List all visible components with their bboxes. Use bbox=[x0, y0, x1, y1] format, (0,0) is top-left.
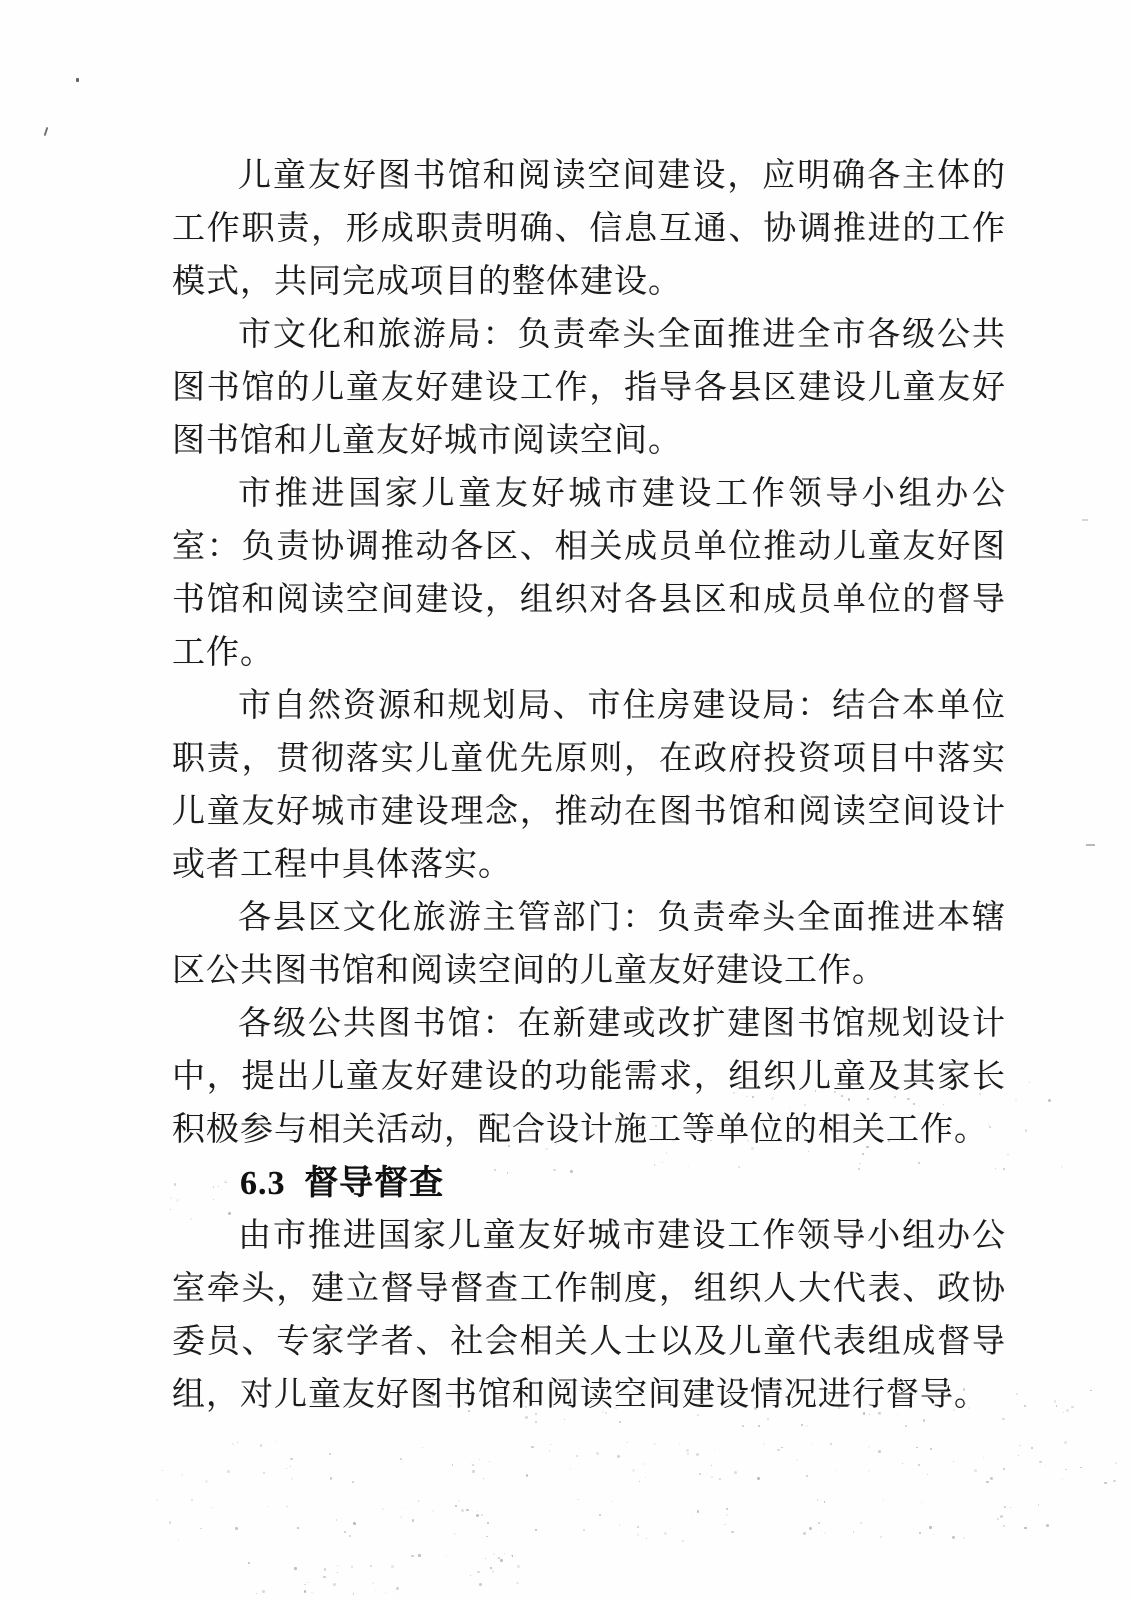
scan-speck bbox=[1082, 519, 1088, 521]
paragraph-county-departments: 各县区文化旅游主管部门：负责牵头全面推进本辖区公共图书馆和阅读空间的儿童友好建设工作。 bbox=[172, 900, 1006, 989]
scan-noise-region bbox=[155, 1440, 1115, 1484]
paragraph-supervision-inspection: 由市推进国家儿童友好城市建设工作领导小组办公室牵头，建立督导督查工作制度，组织人大代表、政协委员、专家学者、社会相关人士以及儿童代表组成督导组，对儿童友好图书馆和阅读空间建设情况进行督导。 bbox=[172, 1218, 1006, 1413]
paragraph-public-libraries: 各级公共图书馆：在新建或改扩建图书馆规划设计中，提出儿童友好建设的功能需求，组织儿童及其家长积极参与相关活动，配合设计施工等单位的相关工作。 bbox=[172, 1006, 1006, 1148]
section-heading-6-3 bbox=[172, 1157, 1006, 1210]
section-number: 6.3 bbox=[240, 1165, 286, 1202]
paragraph-culture-tourism-bureau: 市文化和旅游局：负责牵头全面推进全市各级公共图书馆的儿童友好建设工作，指导各县区建设儿童友好图书馆和儿童友好城市阅读空间。 bbox=[172, 317, 1006, 459]
paragraph-leading-group-office: 市推进国家儿童友好城市建设工作领导小组办公室：负责协调推动各区、相关成员单位推动儿童友好图书馆和阅读空间建设，组织对各县区和成员单位的督导工作。 bbox=[172, 476, 1006, 671]
scan-noise-region bbox=[155, 1498, 1055, 1540]
paragraph-responsibilities-intro: 儿童友好图书馆和阅读空间建设，应明确各主体的工作职责，形成职责明确、信息互通、协调推进的工作模式，共同完成项目的整体建设。 bbox=[172, 158, 1006, 300]
scan-speck bbox=[1086, 844, 1095, 846]
scan-speck bbox=[44, 127, 49, 136]
section-title: 督导督查 bbox=[304, 1165, 445, 1202]
document-body bbox=[172, 150, 1006, 1422]
scan-speck bbox=[76, 78, 79, 82]
scan-noise-region bbox=[240, 1552, 520, 1594]
paragraph-planning-housing-bureaus: 市自然资源和规划局、市住房建设局：结合本单位职责，贯彻落实儿童优先原则，在政府投资项目中落实儿童友好城市建设理念，推动在图书馆和阅读空间设计或者工程中具体落实。 bbox=[172, 688, 1006, 883]
